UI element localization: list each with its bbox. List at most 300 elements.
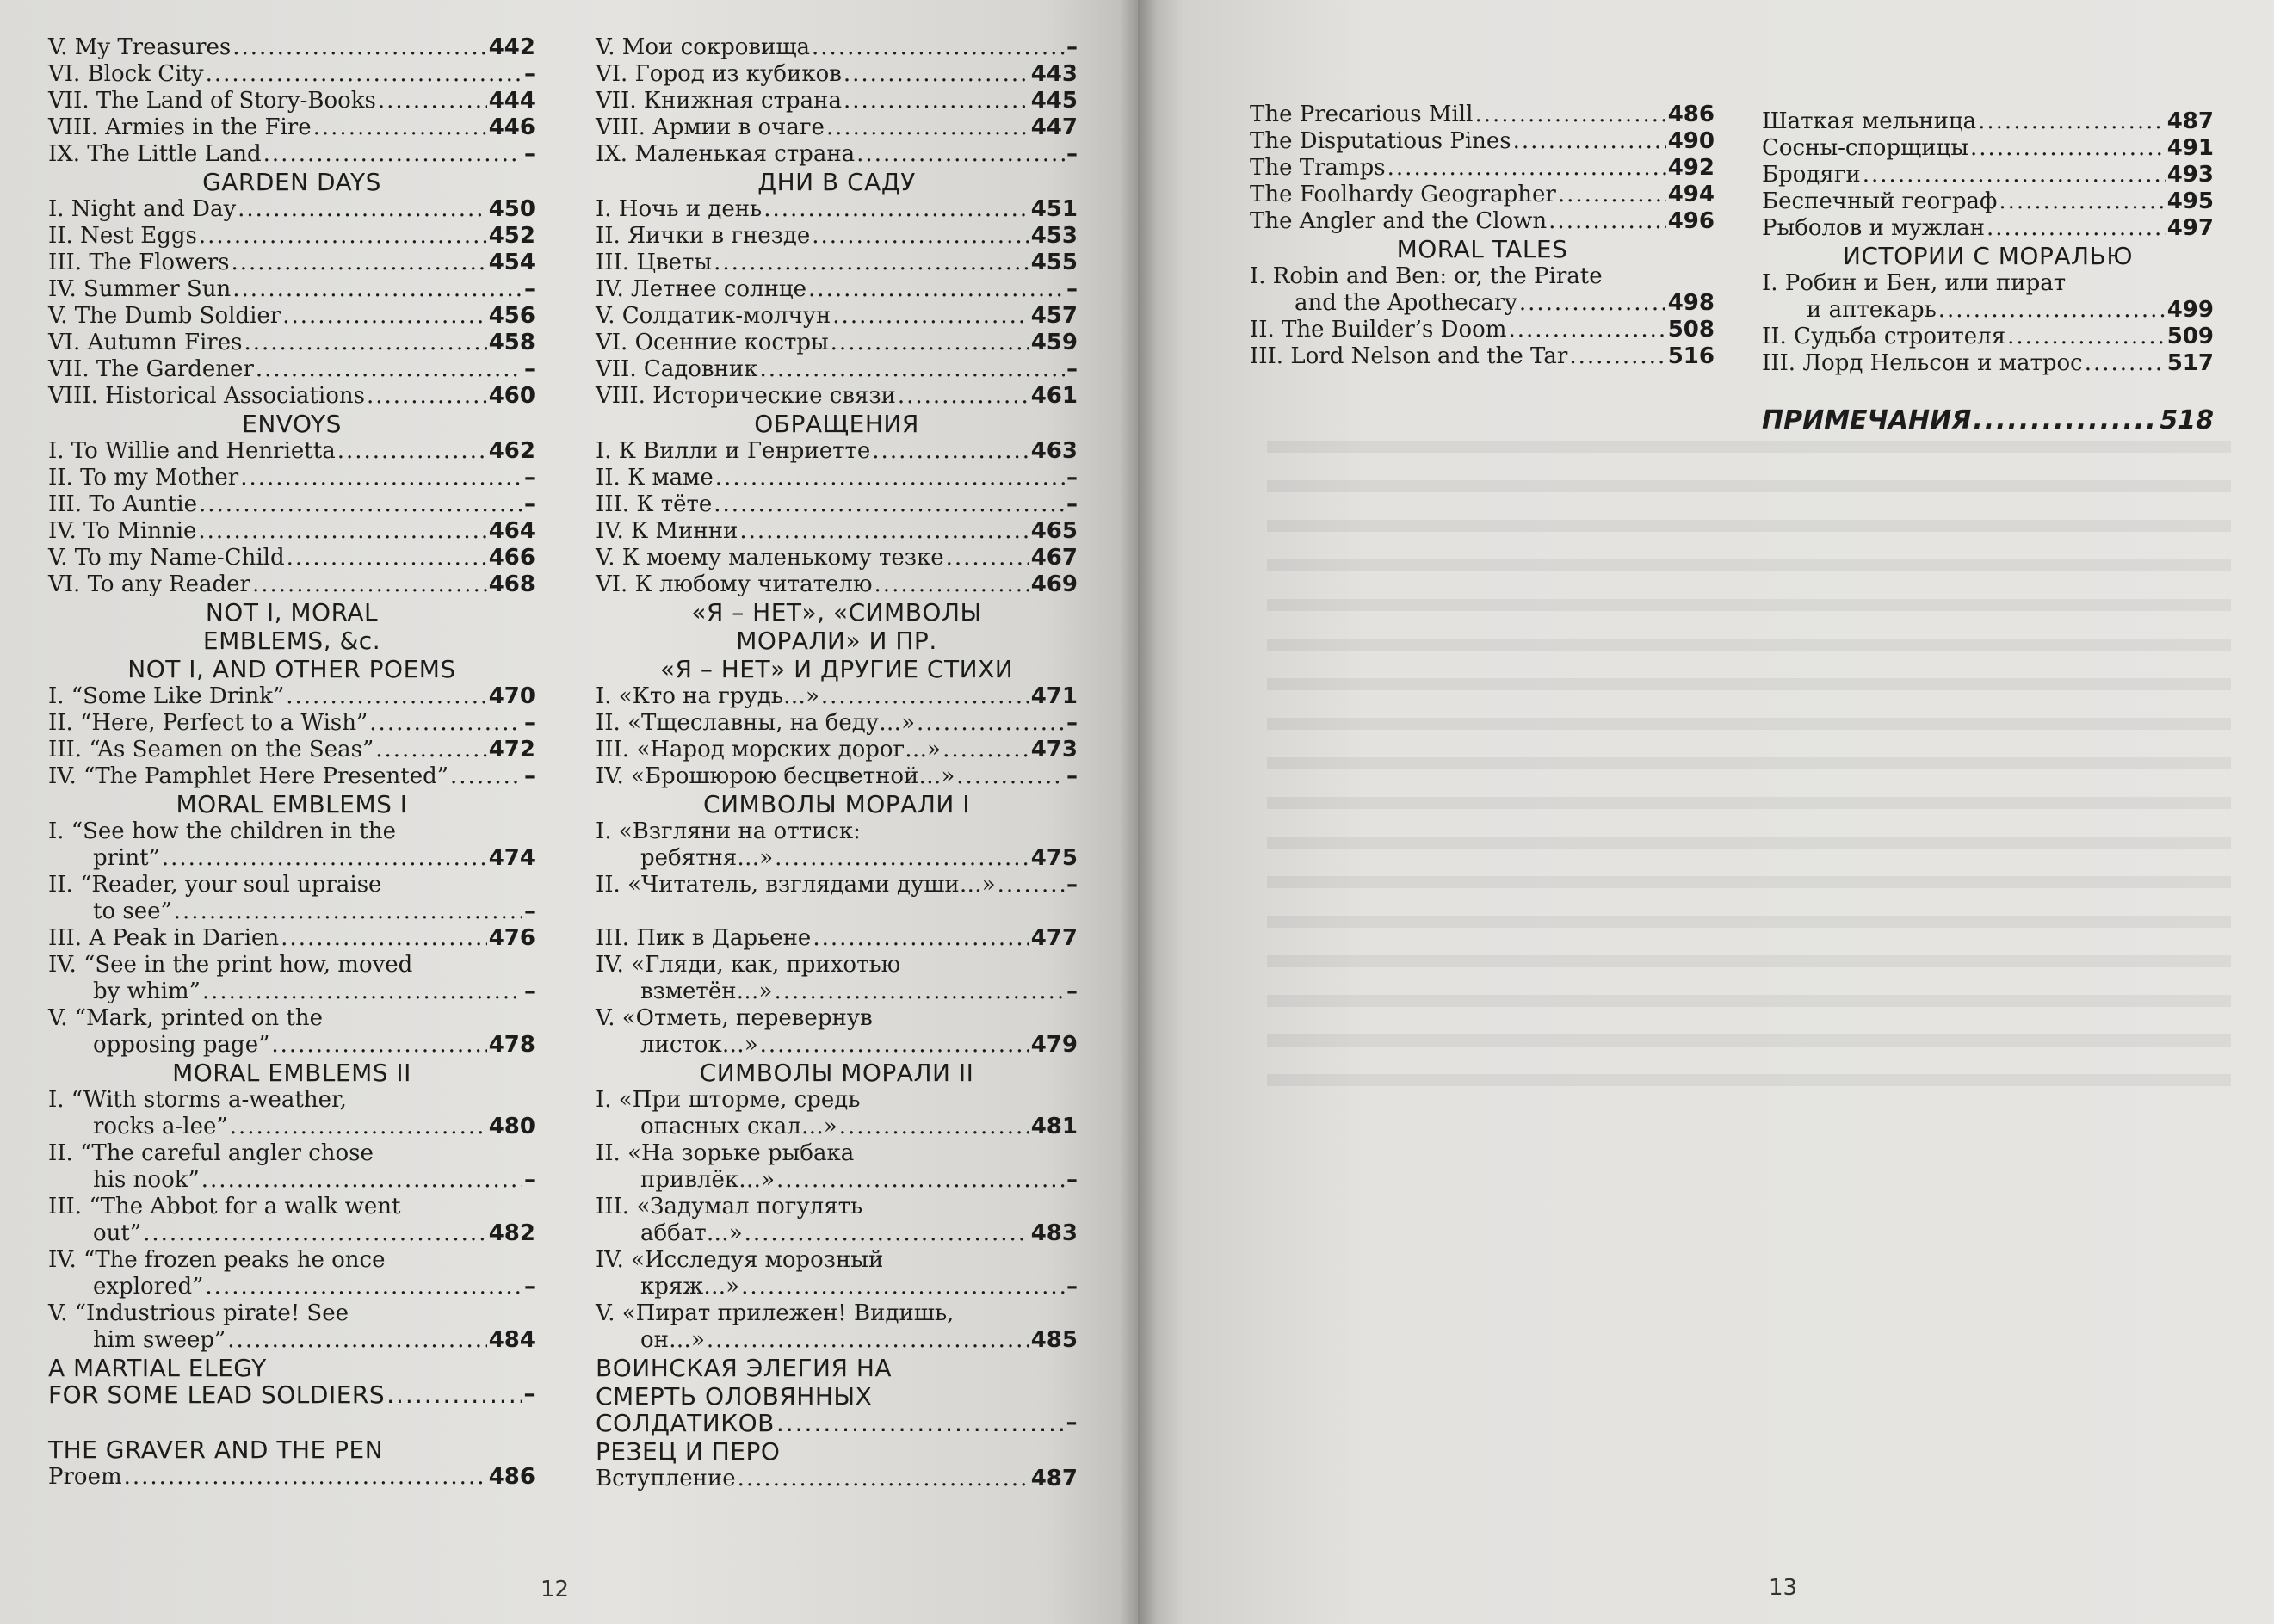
entry-text: print” xyxy=(93,845,160,871)
spacer xyxy=(1762,377,2214,404)
leader-dots xyxy=(2085,350,2166,377)
entry-text: IV. К Минни xyxy=(596,518,738,544)
page-ref: 446 xyxy=(488,114,535,140)
spacer xyxy=(48,1409,535,1436)
entry-text: III. “The Abbot for a walk went xyxy=(48,1194,401,1220)
toc-entry xyxy=(596,979,1078,1005)
toc-entry xyxy=(48,1032,535,1059)
page-ref: – xyxy=(524,356,535,382)
toc-entry xyxy=(596,571,1078,598)
entry-text: ребятня…» xyxy=(640,845,774,871)
entry-text: IV. Летнее солнце xyxy=(596,276,807,302)
leader-dots xyxy=(831,330,1029,356)
leader-dots xyxy=(337,438,487,465)
toc-entry-title xyxy=(48,1194,535,1220)
entry-text: VII. The Gardener xyxy=(48,356,254,382)
page-ref: 486 xyxy=(488,1464,535,1490)
entry-text: IX. The Little Land xyxy=(48,141,262,167)
entry-text: by whim” xyxy=(93,979,201,1004)
entry-text: I. Ночь и день xyxy=(596,196,763,222)
leader-dots xyxy=(872,438,1029,465)
page-ref: 445 xyxy=(1030,88,1078,114)
toc-entry xyxy=(1762,404,2214,438)
leader-dots xyxy=(763,196,1029,223)
toc-entry-title xyxy=(596,952,1078,979)
section-heading: СМЕРТЬ ОЛОВЯННЫХ xyxy=(596,1382,873,1411)
section-heading: «Я – НЕТ», «СИМВОЛЫ xyxy=(691,598,982,627)
page-ref: 487 xyxy=(1030,1466,1078,1491)
toc-entry-title xyxy=(1762,270,2214,297)
page-ref: 444 xyxy=(488,88,535,114)
leader-dots xyxy=(313,114,487,141)
page-ref: 487 xyxy=(2166,108,2214,134)
entry-text: VIII. Армии в очаге xyxy=(596,114,825,140)
entry-text: II. To my Mother xyxy=(48,465,239,491)
leader-dots xyxy=(745,1220,1029,1247)
book-gutter xyxy=(1119,0,1157,1624)
page-ref: 470 xyxy=(488,683,535,709)
section-heading: СИМВОЛЫ МОРАЛИ II xyxy=(699,1059,974,1087)
entry-text: out” xyxy=(93,1220,142,1246)
toc-entry xyxy=(48,1274,535,1300)
entry-text: II. “Reader, your soul upraise xyxy=(48,872,382,898)
entry-text: Рыболов и мужлан xyxy=(1762,215,1985,241)
toc-entry xyxy=(48,979,535,1005)
entry-text: III. К тёте xyxy=(596,491,713,517)
toc-entry xyxy=(48,518,535,545)
toc-entry xyxy=(596,276,1078,303)
toc-entry xyxy=(596,196,1078,223)
page-ref: 451 xyxy=(1030,196,1078,222)
entry-text: The Tramps xyxy=(1250,155,1386,181)
page-ref: 498 xyxy=(1667,290,1715,316)
leader-dots xyxy=(741,1274,1065,1300)
section-heading: THE GRAVER AND THE PEN xyxy=(48,1436,384,1464)
toc-entry xyxy=(596,1114,1078,1140)
entry-text: I. Robin and Ben: or, the Pirate xyxy=(1250,263,1603,289)
toc-entry xyxy=(48,683,535,710)
leader-dots xyxy=(1978,108,2166,135)
entry-text: II. К маме xyxy=(596,465,714,491)
leader-dots xyxy=(1519,290,1666,317)
leader-dots xyxy=(199,491,522,518)
toc-entry xyxy=(596,925,1078,952)
toc-entry-title xyxy=(596,1247,1078,1274)
page-ref: – xyxy=(524,979,535,1004)
leader-dots xyxy=(998,872,1065,898)
entry-text: rocks a-lee” xyxy=(93,1114,228,1139)
toc-entry-title xyxy=(48,952,535,979)
page-ref: 517 xyxy=(2166,350,2214,376)
toc-entry xyxy=(596,61,1078,88)
toc-entry xyxy=(596,1411,1078,1437)
page-ref: – xyxy=(1066,34,1078,60)
entry-text: Шаткая мельница xyxy=(1762,108,1977,134)
entry-text: III. A Peak in Darien xyxy=(48,925,280,951)
leader-dots xyxy=(707,1327,1029,1354)
leader-dots xyxy=(714,250,1029,276)
entry-text: Proem xyxy=(48,1464,122,1490)
page-ref: 457 xyxy=(1030,303,1078,329)
page-ref: 485 xyxy=(1030,1327,1078,1353)
leader-dots xyxy=(263,141,522,168)
page-ref: 467 xyxy=(1030,545,1078,571)
section-heading: ВОИНСКАЯ ЭЛЕГИЯ НА xyxy=(596,1354,893,1382)
leader-dots xyxy=(199,223,487,250)
page-ref: – xyxy=(1066,465,1078,491)
entry-text: I. Night and Day xyxy=(48,196,237,222)
leader-dots xyxy=(230,1114,487,1140)
entry-text: IV. Summer Sun xyxy=(48,276,232,302)
entry-text: to see” xyxy=(93,898,172,924)
entry-text: III. «Задумал погулять xyxy=(596,1194,863,1220)
page-ref: 475 xyxy=(1030,845,1078,871)
toc-entry xyxy=(596,518,1078,545)
page-ref: 453 xyxy=(1030,223,1078,249)
entry-text: V. My Treasures xyxy=(48,34,232,60)
page-ref: – xyxy=(1066,979,1078,1004)
entry-text: кряж…» xyxy=(640,1274,740,1300)
toc-entry-title xyxy=(596,1194,1078,1220)
toc-entry xyxy=(48,88,535,114)
page-ref: – xyxy=(1066,141,1078,167)
page-ref: – xyxy=(524,1167,535,1193)
leader-dots xyxy=(956,763,1065,790)
toc-entry xyxy=(1250,343,1715,370)
page-ref: – xyxy=(524,898,535,924)
page-ref: 458 xyxy=(488,330,535,355)
leader-dots xyxy=(1508,317,1665,343)
toc-entry xyxy=(48,61,535,88)
page-ref: 465 xyxy=(1030,518,1078,544)
toc-entry xyxy=(596,545,1078,571)
leader-dots xyxy=(281,925,487,952)
leader-dots xyxy=(369,710,522,737)
page-ref: 468 xyxy=(488,571,535,597)
entry-text: V. «Отметь, перевернув xyxy=(596,1005,873,1031)
section-heading: «Я – НЕТ» И ДРУГИЕ СТИХИ xyxy=(659,655,1014,683)
leader-dots xyxy=(946,545,1029,571)
toc-entry xyxy=(596,465,1078,491)
leader-dots xyxy=(1973,404,2158,438)
toc-entry xyxy=(596,1032,1078,1059)
toc-entry xyxy=(596,356,1078,383)
entry-text: FOR SOME LEAD SOLDIERS xyxy=(48,1380,386,1409)
page-ref: 497 xyxy=(2166,215,2214,241)
entry-text: III. Цветы xyxy=(596,250,713,275)
entry-text: I. “With storms a-weather, xyxy=(48,1087,347,1113)
toc-entry xyxy=(48,223,535,250)
entry-text: III. Лорд Нельсон и матрос xyxy=(1762,350,2083,376)
toc-entry xyxy=(48,1382,535,1409)
leader-dots xyxy=(205,1274,522,1300)
leader-dots xyxy=(232,250,487,276)
toc-entry xyxy=(48,356,535,383)
page-ref: 484 xyxy=(488,1327,535,1353)
page-ref: 462 xyxy=(488,438,535,464)
section-heading: МОРАЛИ» И ПР. xyxy=(736,627,937,655)
entry-text: IV. «Исследуя морозный xyxy=(596,1247,884,1273)
toc-entry xyxy=(596,1274,1078,1300)
entry-text: IX. Маленькая страна xyxy=(596,141,856,167)
leader-dots xyxy=(206,61,522,88)
leader-dots xyxy=(1987,215,2166,242)
toc-entry xyxy=(48,1220,535,1247)
toc-entry xyxy=(596,223,1078,250)
leader-dots xyxy=(1999,188,2165,215)
leader-dots xyxy=(2007,324,2166,350)
leader-dots xyxy=(282,303,487,330)
page-ref: 490 xyxy=(1667,128,1715,154)
page-ref: 469 xyxy=(1030,571,1078,597)
page-ref: – xyxy=(1066,1410,1078,1436)
leader-dots xyxy=(760,1032,1029,1059)
entry-text: VIII. Исторические связи xyxy=(596,383,896,409)
entry-text: I. To Willie and Henrietta xyxy=(48,438,336,464)
page-ref: 471 xyxy=(1030,683,1078,709)
leader-dots xyxy=(1548,208,1666,235)
entry-text: I. “Some Like Drink” xyxy=(48,683,285,709)
leader-dots xyxy=(776,1167,1065,1194)
entry-text: Вступление xyxy=(596,1466,736,1491)
toc-entry-title xyxy=(48,1140,535,1167)
toc-entry-title xyxy=(596,818,1078,845)
toc-entry xyxy=(596,845,1078,872)
leader-dots xyxy=(856,141,1065,168)
leader-dots xyxy=(1569,343,1665,370)
entry-text: листок…» xyxy=(640,1032,758,1058)
entry-text: I. «Кто на грудь…» xyxy=(596,683,819,709)
leader-dots xyxy=(252,571,487,598)
toc-entry xyxy=(48,845,535,872)
page-ref: – xyxy=(524,465,535,491)
leader-dots xyxy=(832,303,1029,330)
toc-entry xyxy=(1762,350,2214,377)
page-ref: 452 xyxy=(488,223,535,249)
leader-dots xyxy=(826,114,1029,141)
leader-dots xyxy=(821,683,1029,710)
leader-dots xyxy=(375,737,486,763)
entry-text: аббат…» xyxy=(640,1220,743,1246)
leader-dots xyxy=(124,1464,487,1491)
toc-entry xyxy=(596,1220,1078,1247)
entry-text: and the Apothecary xyxy=(1295,290,1517,316)
leader-dots xyxy=(898,383,1029,410)
page-ref: 466 xyxy=(488,545,535,571)
page-ref: 474 xyxy=(488,845,535,871)
leader-dots xyxy=(739,518,1029,545)
leader-dots xyxy=(287,545,487,571)
leader-dots xyxy=(286,683,486,710)
toc-entry xyxy=(48,763,535,790)
section-heading: ОБРАЩЕНИЯ xyxy=(754,410,919,438)
toc-entry-title xyxy=(48,1005,535,1032)
entry-text: опасных скал…» xyxy=(640,1114,837,1139)
toc-entry xyxy=(1762,188,2214,215)
entry-text: VI. Autumn Fires xyxy=(48,330,243,355)
page-ref: – xyxy=(1066,1274,1078,1300)
entry-text: он…» xyxy=(640,1327,705,1353)
toc-entry xyxy=(48,438,535,465)
toc-entry xyxy=(48,250,535,276)
entry-text: IV. “See in the print how, moved xyxy=(48,952,413,978)
page-ref: 450 xyxy=(488,196,535,222)
leader-dots xyxy=(1387,155,1666,182)
leader-dots xyxy=(776,1409,1065,1437)
section-heading: MORAL EMBLEMS I xyxy=(176,790,408,818)
leader-dots xyxy=(244,330,486,356)
toc-entry xyxy=(596,88,1078,114)
page-ref: 496 xyxy=(1667,208,1715,234)
leader-dots xyxy=(238,196,487,223)
leader-dots xyxy=(812,34,1065,61)
toc-entry xyxy=(596,1167,1078,1194)
section-heading: NOT I, AND OTHER POEMS xyxy=(127,655,456,683)
entry-text: III. Lord Nelson and the Tar xyxy=(1250,343,1568,369)
entry-text: VI. К любому читателю xyxy=(596,571,873,597)
toc-entry xyxy=(1250,290,1715,317)
entry-text: I. К Вилли и Генриетте xyxy=(596,438,871,464)
toc-entry xyxy=(48,114,535,141)
leader-dots xyxy=(917,710,1065,737)
toc-entry-title xyxy=(48,1247,535,1274)
leader-dots xyxy=(839,1114,1029,1140)
page-ref: – xyxy=(524,1274,535,1300)
leader-dots xyxy=(1558,182,1666,208)
entry-text: I. Робин и Бен, или пират xyxy=(1762,270,2067,296)
entry-text: СОЛДАТИКОВ xyxy=(596,1409,775,1437)
toc-entry xyxy=(1762,297,2214,324)
leader-dots xyxy=(256,356,522,383)
page-ref: 486 xyxy=(1667,102,1715,127)
toc-entry xyxy=(48,898,535,925)
entry-text: The Angler and the Clown xyxy=(1250,208,1548,234)
leader-dots xyxy=(812,223,1029,250)
page-ref: 518 xyxy=(2160,405,2214,435)
toc-entry-title xyxy=(596,1005,1078,1032)
toc-entry xyxy=(596,141,1078,168)
entry-text: I. “See how the children in the xyxy=(48,818,397,844)
entry-text: III. To Auntie xyxy=(48,491,197,517)
page-ref: 456 xyxy=(488,303,535,329)
toc-column-russian xyxy=(1762,108,2214,438)
section-heading: СИМВОЛЫ МОРАЛИ I xyxy=(703,790,970,818)
page-ref: – xyxy=(1066,276,1078,302)
entry-text: II. “The careful angler chose xyxy=(48,1140,374,1166)
entry-text: VI. Осенние костры xyxy=(596,330,829,355)
toc-entry xyxy=(1250,102,1715,128)
entry-text: The Precarious Mill xyxy=(1250,102,1474,127)
entry-text: ПРИМЕЧАНИЯ xyxy=(1762,405,1972,435)
section-heading: NOT I, MORAL xyxy=(205,598,379,627)
toc-entry-title xyxy=(48,818,535,845)
entry-text: IV. «Гляди, как, прихотью xyxy=(596,952,901,978)
toc-entry-title xyxy=(48,1087,535,1114)
toc-column-russian xyxy=(596,34,1078,1492)
entry-text: Сосны-спорщицы xyxy=(1762,135,1969,161)
toc-entry xyxy=(596,383,1078,410)
page-ref: 454 xyxy=(488,250,535,275)
leader-dots xyxy=(143,1220,487,1247)
toc-entry-title xyxy=(48,872,535,898)
entry-text: IV. “The Pamphlet Here Presented” xyxy=(48,763,449,789)
toc-entry xyxy=(48,710,535,737)
entry-text: VI. Город из кубиков xyxy=(596,61,842,87)
toc-entry xyxy=(1250,155,1715,182)
page-ref: 480 xyxy=(488,1114,535,1139)
entry-text: VI. Block City xyxy=(48,61,204,87)
show-through-text xyxy=(1267,413,2231,1114)
page-ref: 455 xyxy=(1030,250,1078,275)
leader-dots xyxy=(1938,297,2166,324)
toc-entry xyxy=(1250,128,1715,155)
toc-entry xyxy=(48,1167,535,1194)
entry-text: III. “As Seamen on the Seas” xyxy=(48,737,374,763)
entry-text: Беспечный географ xyxy=(1762,188,1998,214)
leader-dots xyxy=(202,979,522,1005)
toc-entry xyxy=(48,491,535,518)
section-heading: MORAL TALES xyxy=(1396,235,1568,263)
page-ref: 447 xyxy=(1030,114,1078,140)
toc-entry xyxy=(596,250,1078,276)
entry-text: привлёк…» xyxy=(640,1167,775,1193)
leader-dots xyxy=(714,491,1065,518)
leader-dots xyxy=(240,465,522,491)
page-ref: 463 xyxy=(1030,438,1078,464)
page-ref: 442 xyxy=(488,34,535,60)
entry-text: II. Nest Eggs xyxy=(48,223,197,249)
leader-dots xyxy=(808,276,1065,303)
page-ref: 479 xyxy=(1030,1032,1078,1058)
page-ref: 494 xyxy=(1667,182,1715,207)
leader-dots xyxy=(1513,128,1666,155)
entry-text: V. «Пират прилежен! Видишь, xyxy=(596,1300,955,1326)
entry-text: и аптекарь xyxy=(1807,297,1937,323)
toc-entry xyxy=(48,465,535,491)
entry-text: IV. “The frozen peaks he once xyxy=(48,1247,386,1273)
leader-dots xyxy=(198,518,486,545)
entry-text: IV. «Брошюрою бесцветной…» xyxy=(596,763,955,789)
entry-text: II. «Тщеславны, на беду…» xyxy=(596,710,915,736)
entry-text: V. “Industrious pirate! See xyxy=(48,1300,349,1326)
toc-entry xyxy=(596,683,1078,710)
toc-entry-title xyxy=(596,1140,1078,1167)
page-ref: – xyxy=(524,276,535,302)
entry-text: Бродяги xyxy=(1762,162,1861,188)
leader-dots xyxy=(843,61,1029,88)
page-ref: 459 xyxy=(1030,330,1078,355)
entry-text: I. «При шторме, средь xyxy=(596,1087,861,1113)
entry-text: III. Пик в Дарьене xyxy=(596,925,812,951)
page-ref: 481 xyxy=(1030,1114,1078,1139)
toc-entry xyxy=(596,710,1078,737)
toc-entry xyxy=(596,303,1078,330)
entry-text: V. Мои сокровища xyxy=(596,34,811,60)
entry-text: II. The Builder’s Doom xyxy=(1250,317,1507,343)
toc-entry xyxy=(1762,162,2214,188)
entry-text: VIII. Armies in the Fire xyxy=(48,114,312,140)
toc-entry-title xyxy=(596,1300,1078,1327)
leader-dots xyxy=(759,356,1065,383)
toc-entry xyxy=(48,34,535,61)
leader-dots xyxy=(450,763,522,790)
section-heading: ENVOYS xyxy=(242,410,342,438)
page-ref: 516 xyxy=(1667,343,1715,369)
page-ref: 508 xyxy=(1667,317,1715,343)
toc-entry xyxy=(596,491,1078,518)
entry-text: V. К моему маленькому тезке xyxy=(596,545,944,571)
page-ref: 495 xyxy=(2166,188,2214,214)
